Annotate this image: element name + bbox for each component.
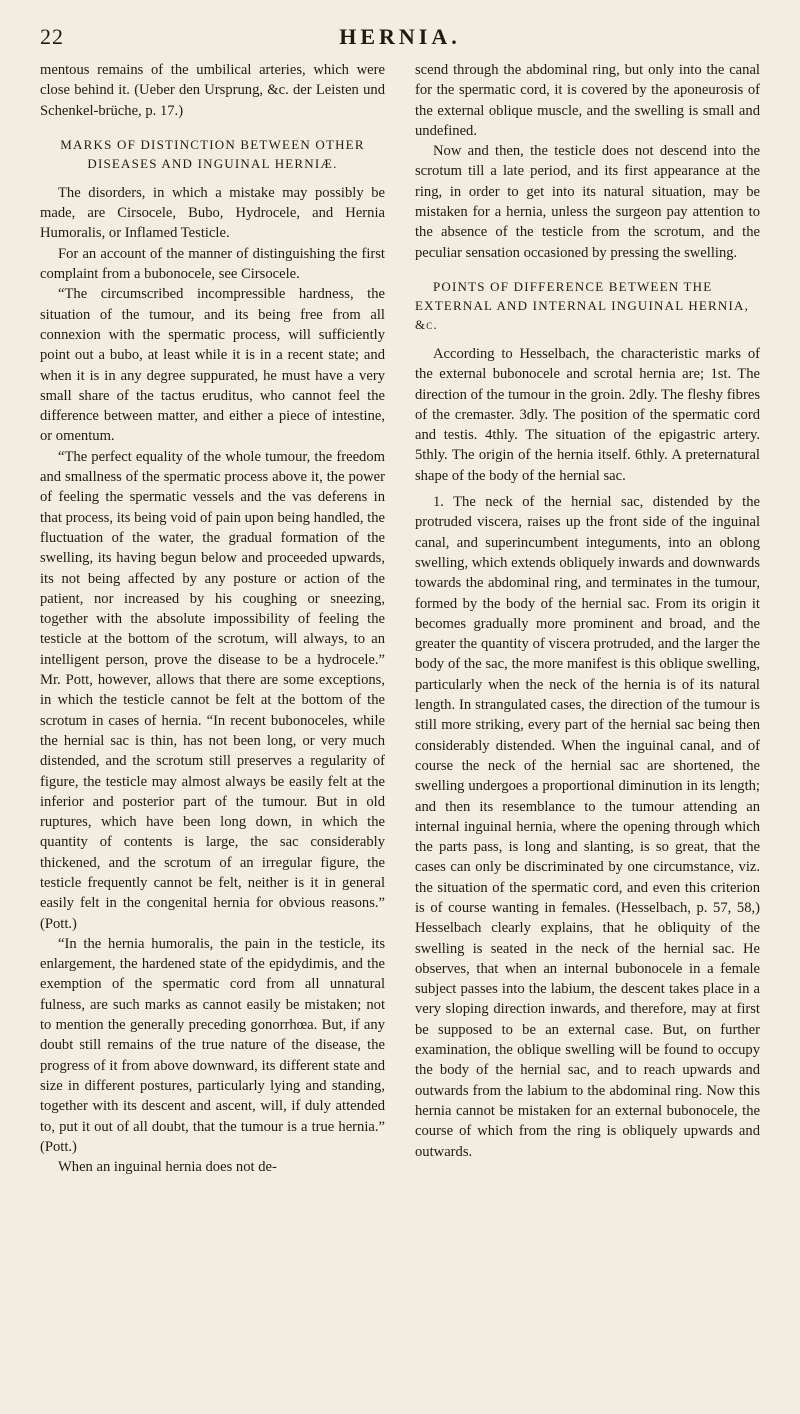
paragraph: The disorders, in which a mistake may possibly be made, are Cirsocele, Bubo, Hydrocele, and Hernia Humoralis, or Inflamed Testicle. <box>40 184 385 242</box>
left-column <box>40 60 385 1400</box>
paragraph: scend through the abdominal ring, but only into the canal for the spermatic cord, it is covered by the aponeurosis of the external oblique muscle, and the swelling is small and undefined. <box>415 62 760 139</box>
paragraph: When an inguinal hernia does not de- <box>58 1159 277 1176</box>
right-column <box>415 60 760 1400</box>
running-title: HERNIA. <box>339 24 461 49</box>
paragraph: mentous remains of the umbilical arteries, which were close behind it. (Ueber den Ursprung, &c. der Leisten und Schenkel-brüche, p. 17.) <box>40 62 385 119</box>
section-heading: POINTS OF DIFFERENCE BETWEEN THE EXTERNAL AND INTERNAL INGUINAL HERNIA, &c. <box>415 278 750 332</box>
paragraph: 1. The neck of the hernial sac, distended by the protruded viscera, raises up the front side of the inguinal canal, and superincumbent integuments, into an oblong swelling, which extends obliquely inwards and downwards towards the abdominal ring, and terminates in the tumour, formed by the body of the hernial sac. From its origin it becomes gradually more prominent and broad, and the greater the quantity of viscera protruded, and the larger the body of the sac, the more manifest is this oblique swelling, particularly when the neck of the hernia is of its natural length. In strangulated cases, the direction of the tumour is still more striking, every part of the hernial sac being then considerably distended. When the inguinal canal, and of course the neck of the hernial sac are shortened, the swelling undergoes a proportional diminution in its length; and then its resemblance to the tumour attending an internal inguinal hernia, where the opening through which the parts pass, is long and slanting, is so great, that the cases can only be discriminated by one circumstance, viz. the situation of the spermatic cord, and even this criterion is of course wanting in females. (Hesselbach, p. 57, 58,) Hesselbach clearly explains, that he obliquity of the swelling is seated in the neck of the hernial sac. He observes, that when an internal bubonocele in a female subject passes into the labium, the descent takes place in a very sloping direction inwards, and therefore, may at first be supposed to be an external case. But, on further examination, the oblique swelling will be found to occupy the body of the hernial sac, and to reach upwards and outwards from the labium to the abdominal ring. Now this hernia cannot be mistaken for an external bubonocele, the course of which from the ring is obliquely upwards and outwards. <box>415 494 760 1160</box>
paragraph: According to Hesselbach, the characteristic marks of the external bubonocele and scrotal hernia are; 1st. The direction of the tumour in the groin. 2dly. The fleshy fibres of the cremaster. 3dly. The position of the spermatic cord and testis. 4thly. The situation of the epigastric artery. 5thly. The origin of the hernia itself. 6thly. A preternatural shape of the body of the hernial sac. <box>415 345 760 484</box>
paragraph: “The circumscribed incompressible hardness, the situation of the tumour, and its being free from all connexion with the spermatic process, will sufficiently point out a bubo, at least while it is in a recent state; and when it is in any degree suppurated, he must have a very small share of the tactus eruditus, who cannot feel the difference between matter, and either a piece of intestine, or omentum. <box>40 286 385 445</box>
section-heading: MARKS OF DISTINCTION BETWEEN OTHER DISEASES AND INGUINAL HERNIÆ. <box>60 136 365 171</box>
paragraph: Now and then, the testicle does not descend into the scrotum till a late period, and its first appearance at the ring, in order to get into its natural situation, may be mistaken for a hernia, unless the surgeon pay attention to the absence of the testicle from the scrotum, and the peculiar sensation occasioned by pressing the swelling. <box>415 143 760 261</box>
text-columns <box>40 60 760 1400</box>
page-number: 22 <box>40 24 64 49</box>
page-header <box>40 18 760 58</box>
paragraph: For an account of the manner of distinguishing the first complaint from a bubonocele, see Cirsocele. <box>40 245 385 283</box>
paragraph: “The perfect equality of the whole tumour, the freedom and smallness of the spermatic process above it, the power of feeling the spermatic vessels and the vas deferens in that process, its being void of pain upon being handled, the fluctuation of the water, the gradual formation of the swelling, its having begun below and proceeded upwards, its not being affected by any posture or action of the patient, nor increased by his coughing or sneezing, together with the absolute impossibility of feeling the testicle at the bottom of the scrotum, will always, to an intelligent person, prove the disease to be a hydrocele.” Mr. Pott, however, allows that there are some exceptions, in which the testicle cannot be felt at the bottom of the scrotum in cases of hernia. “In recent bubonoceles, while the hernial sac is thin, has not been long, or very much distended, and the scrotum still preserves a regularity of figure, the testicle may almost always be easily felt at the inferior and posterior part of the tumour. But in old ruptures, which have been long down, in which the quantity of contents is large, the sac considerably thickened, and the scrotum of an irregular figure, the testicle frequently cannot be felt, neither is it in general easily felt in the congenital hernia for obvious reasons.” (Pott.) <box>40 448 385 932</box>
paragraph: “In the hernia humoralis, the pain in the testicle, its enlargement, the hardened state of the epidydimis, and the exemption of the spermatic cord from all unnatural fulness, are such marks as cannot easily be mistaken; not to mention the generally preceding gonorrhœa. But, if any doubt still remains of the true nature of the disease, the progress of it from above downward, its different state and size in different postures, particularly lying and standing, together with its descent and ascent, will, if duly attended to, put it out of all doubt, that the tumour is a true hernia.” (Pott.) <box>40 935 385 1155</box>
